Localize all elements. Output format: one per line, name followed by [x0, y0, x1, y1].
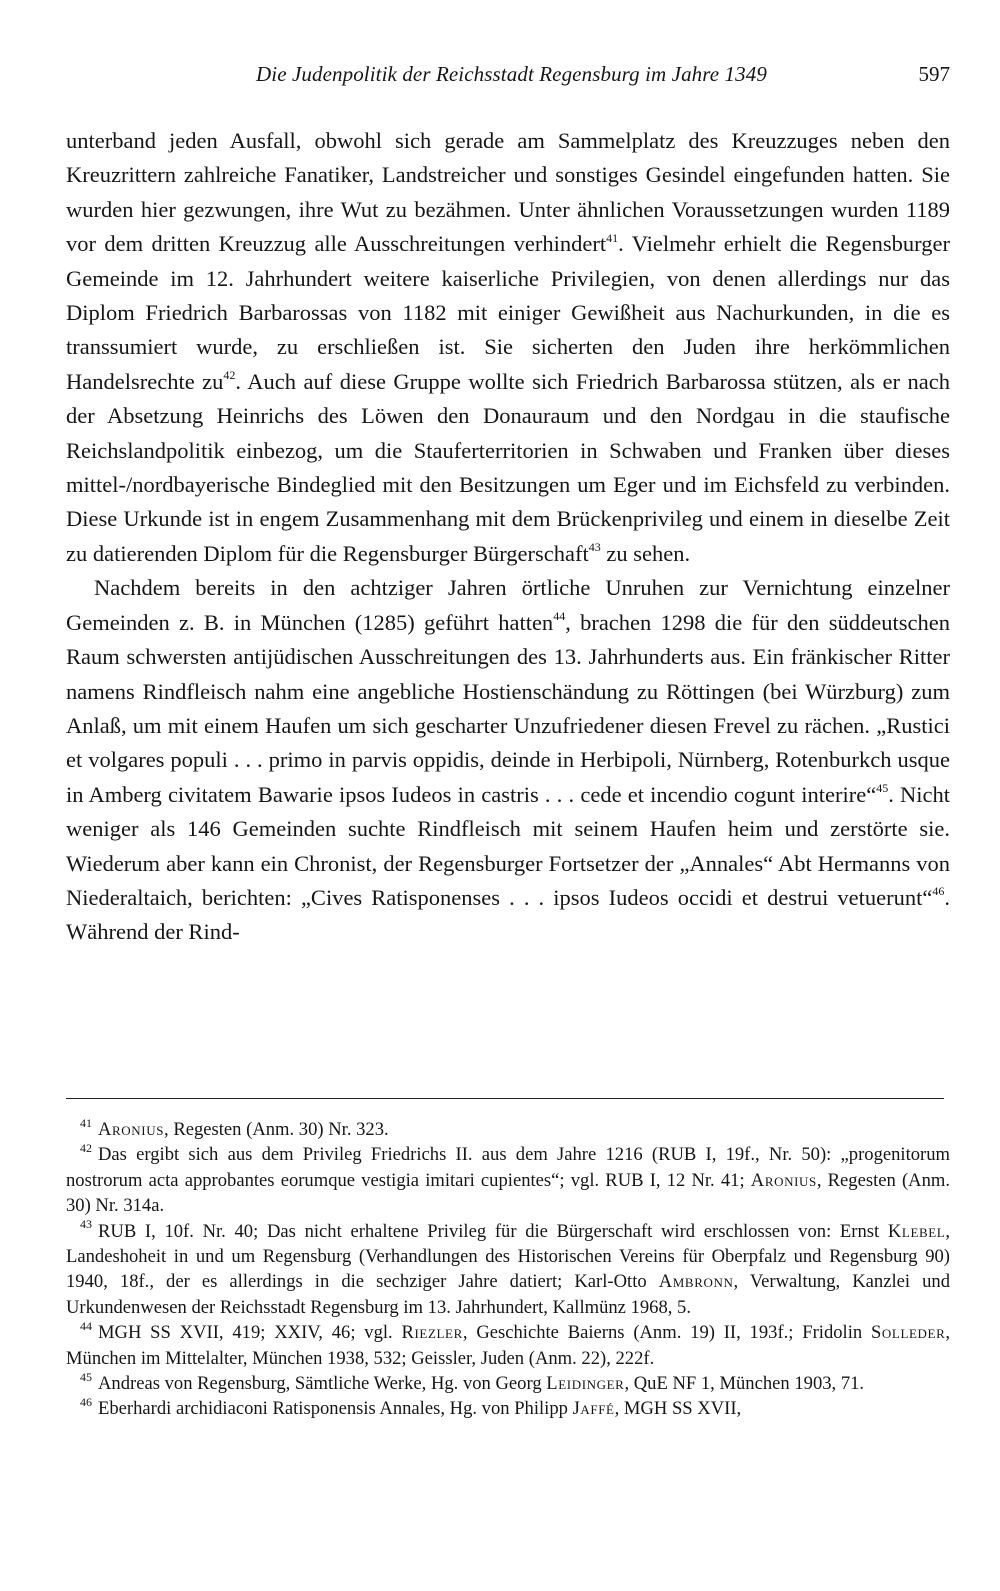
footnote-41 — [66, 1117, 950, 1142]
footnote-text: , Landeshoheit in und um Regensburg (Verhandlungen des Historischen Vereins für Oberpfalz und Regensburg 90) 1940, 18f., der es allerdings in die sechziger Jahre datiert; Karl-Otto — [66, 1220, 950, 1293]
footnote-45 — [66, 1371, 950, 1396]
footnote-number: 41 — [80, 1115, 92, 1130]
author-name: Aronius — [750, 1169, 817, 1191]
footnote-42 — [66, 1142, 950, 1218]
main-text — [66, 124, 950, 950]
author-name: Riezler — [401, 1322, 463, 1344]
footnote-number: 46 — [80, 1395, 92, 1410]
paragraph-2 — [66, 571, 950, 949]
footnote-ref-42: 42 — [223, 368, 236, 383]
author-name: Solleder — [870, 1322, 946, 1344]
footnote-text: , MGH SS XVII, — [614, 1398, 742, 1420]
footnote-ref-46: 46 — [932, 884, 945, 899]
author-name: Leidinger — [546, 1373, 625, 1395]
footnote-text: , QuE NF 1, München 1903, 71. — [624, 1373, 865, 1395]
paragraph-1-text: zu sehen. — [600, 540, 691, 566]
footnote-text: RUB I, 10f. Nr. 40; Das nicht erhaltene Privileg für die Bürgerschaft wird erschlossen von: Ernst — [98, 1220, 888, 1242]
footnote-number: 45 — [80, 1369, 92, 1384]
footnotes — [66, 1117, 950, 1422]
paragraph-2-text: . Nicht weniger als 146 Gemeinden suchte Rindfleisch mit seinem Haufen heim und zerstörte sie. Wiederum aber kann ein Chronist, der Regensburger Fortsetzer der „Annales“ Abt Hermanns von Niederaltaich, berichten: „Cives Ratisponenses . . . ipsos Iudeos occidi et destrui vetuerunt“ — [66, 781, 950, 910]
footnote-text: MGH SS XVII, 419; XXIV, 46; vgl. — [98, 1322, 402, 1344]
footnote-text: Das ergibt sich aus dem Privileg Friedrichs II. aus dem Jahre 1216 (RUB I, 19f., Nr. 50): „progenitorum nostrorum acta approbantes eorumque vestigia imitari cupientes“; vgl. RUB I, 12 Nr. 41; — [66, 1144, 950, 1191]
footnote-text: , Verwaltung, Kanzlei und Urkundenwesen der Reichsstadt Regensburg im 13. Jahrhundert, Kallmünz 1968, 5. — [66, 1271, 951, 1318]
author-name: Jaffé — [572, 1398, 615, 1420]
paragraph-1 — [66, 124, 950, 571]
page-number: 597 — [918, 62, 950, 86]
footnote-text: , Regesten (Anm. 30) Nr. 323. — [164, 1119, 389, 1140]
author-name: Ambronn — [658, 1271, 734, 1293]
footnote-43 — [66, 1219, 950, 1321]
author-name: Aronius — [98, 1119, 165, 1140]
footnote-ref-43: 43 — [588, 540, 601, 555]
author-name: Klebel — [887, 1220, 946, 1242]
footnote-number: 42 — [80, 1141, 92, 1156]
footnote-text: Eberhardi archidiaconi Ratisponensis Annales, Hg. von Philipp — [98, 1398, 573, 1420]
footnote-divider — [66, 1098, 944, 1099]
footnote-text: , Geschichte Baierns (Anm. 19) II, 193f.; Fridolin — [462, 1322, 871, 1344]
paragraph-2-text: . Während der Rind- — [66, 884, 950, 945]
running-title: Die Judenpolitik der Reichsstadt Regensburg im Jahre 1349 — [256, 62, 767, 86]
footnote-number: 43 — [80, 1217, 92, 1232]
paragraph-1-text: . Auch auf diese Gruppe wollte sich Friedrich Barbarossa stützen, als er nach der Absetzung Heinrichs des Löwen den Donauraum und den Nordgau in die staufische Reichslandpolitik einbezog, um die Stauferterritorien in Schwaben und Franken über dieses mittel-/nordbayerische Bindeglied mit den Besitzungen um Eger und im Eichsfeld zu verbinden. Diese Urkunde ist in engem Zusammenhang mit dem Brückenprivileg und einem in dieselbe Zeit zu datierenden Diplom für die Regensburger Bürgerschaft — [66, 368, 950, 566]
paragraph-1-text: unterband jeden Ausfall, obwohl sich gerade am Sammelplatz des Kreuzzuges neben den Kreuzrittern zahlreiche Fanatiker, Landstreicher und sonstiges Gesindel eingefunden hatten. Sie wurden hier gezwungen, ihre Wut zu bezähmen. Unter ähnlichen Voraussetzungen wurden 1189 vor dem dritten Kreuzzug alle Ausschreitungen verhindert — [66, 128, 950, 257]
paragraph-2-text: , brachen 1298 die für den süddeutschen Raum schwersten antijüdischen Ausschreitungen des 13. Jahrhunderts aus. Ein fränkischer Ritter namens Rindfleisch nahm eine angebliche Hostienschändung zu Röttingen (bei Würzburg) zum Anlaß, um mit einem Haufen um sich gescharter Unzufriedener diesen Frevel zu rächen. „Rustici et volgares populi . . . primo in parvis oppidis, deinde in Herbipoli, Nürnberg, Rotenburkch usque in Amberg civitatem Bawarie ipsos Iudeos in castris . . . cede et incendio cogunt interire“ — [66, 609, 950, 807]
footnote-text: , Regesten (Anm. 30) Nr. 314a. — [66, 1169, 950, 1217]
paragraph-2-text: Nachdem bereits in den achtziger Jahren örtliche Unruhen zur Vernichtung einzelner Gemeinden z. B. in München (1285) geführt hatten — [66, 575, 950, 635]
footnote-text: , München im Mittelalter, München 1938, 532; Geissler, Juden (Anm. 22), 222f. — [66, 1322, 950, 1369]
footnote-ref-45: 45 — [876, 781, 889, 796]
footnote-ref-44: 44 — [553, 609, 566, 624]
footnote-44 — [66, 1320, 950, 1371]
footnote-text: Andreas von Regensburg, Sämtliche Werke, Hg. von Georg — [98, 1373, 547, 1395]
footnote-46 — [66, 1396, 950, 1421]
paragraph-1-text: . Vielmehr erhielt die Regensburger Gemeinde im 12. Jahrhundert weitere kaiserliche Privilegien, von denen allerdings nur das Diplom Friedrich Barbarossas von 1182 mit einiger Gewißheit aus Nachurkunden, in die es transsumiert wurde, zu erschließen ist. Sie sicherten den Juden ihre herkömmlichen Handelsrechte zu — [66, 231, 950, 394]
footnote-ref-41: 41 — [606, 230, 619, 245]
running-head — [66, 60, 950, 92]
footnote-number: 44 — [80, 1319, 92, 1334]
